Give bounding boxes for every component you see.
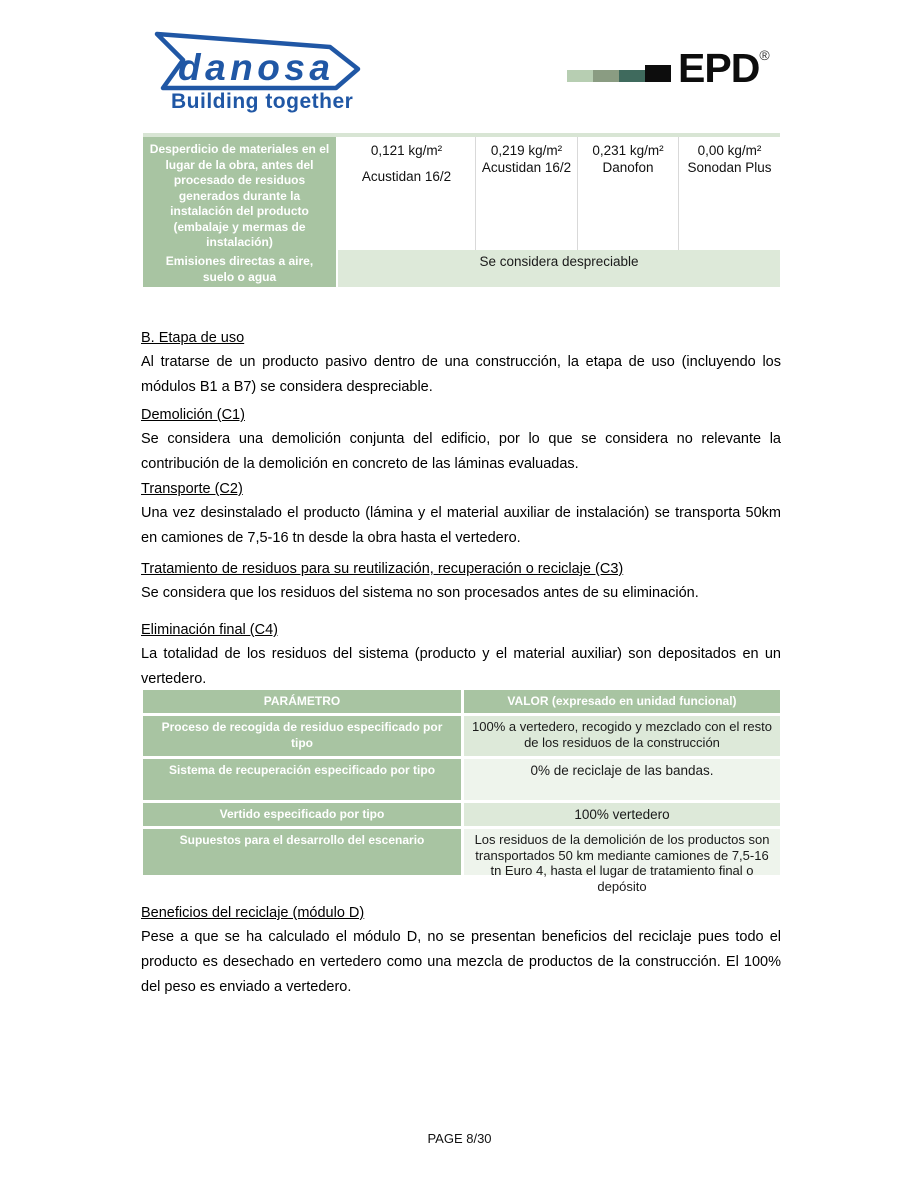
waste-value: 0,231 kg/m² [592,143,664,158]
section-body: Se considera que los residuos del sistema no son procesados antes de su eliminación. [141,585,699,601]
section-body: Al tratarse de un producto pasivo dentro de una construcción, la etapa de uso (incluyendo los módulos B1 a B7) se considera despreciable. [141,354,781,395]
section-etapa-de-uso [141,326,781,400]
section-heading: Transporte (C2) [141,481,243,497]
waste-value: 0,00 kg/m² [697,143,762,158]
waste-cell-danofon [577,137,678,253]
waste-cell-sonodan-plus [678,137,780,253]
product-name: Sonodan Plus [687,160,772,175]
param-value: 0% de reciclaje de las bandas. [464,759,780,800]
section-body: La totalidad de los residuos del sistema (producto y el material auxiliar) son depositados en un vertedero. [141,646,781,687]
section-eliminacion-c4 [141,618,781,692]
emissions-row-value: Se considera despreciable [338,250,780,287]
waste-row-label: Desperdicio de materiales en el lugar de la obra, antes del procesado de residuos generados durante la instalación del producto (embalaje y mermas de instalación) [143,137,338,253]
epd-color-bar [567,65,671,82]
section-heading: Eliminación final (C4) [141,622,278,638]
param-label: Sistema de recuperación especificado por tipo [143,759,461,800]
danosa-tagline: Building together [171,90,354,113]
epd-color-block-1 [567,70,593,82]
section-heading: Tratamiento de residuos para su reutilización, recuperación o reciclaje (C3) [141,561,624,577]
param-value: Los residuos de la demolición de los productos son transportados 50 km mediante camiones de 7,5-16 tn Euro 4, hasta el lugar de tratamiento final o depósito [464,829,780,875]
section-heading: Beneficios del reciclaje (módulo D) [141,905,365,921]
param-table-header-valor: VALOR (expresado en unidad funcional) [464,690,780,713]
danosa-banner-icon [145,26,373,94]
param-label: Proceso de recogida de residuo especificado por tipo [143,716,461,756]
section-tratamiento-c3 [141,557,781,606]
waste-value: 0,121 kg/m² [370,143,443,158]
epd-logo-text: EPD [678,45,760,91]
danosa-logo [145,26,373,113]
emissions-row-label: Emisiones directas a aire, suelo o agua [143,250,338,287]
section-transporte-c2 [141,477,781,551]
section-beneficios-modulo-d [141,901,781,1000]
waste-table [143,133,780,287]
parameter-table [143,690,780,894]
waste-cell-acustidan-162-b [475,137,577,253]
epd-color-block-4 [645,65,671,82]
section-body: Pese a que se ha calculado el módulo D, no se presentan beneficios del reciclaje pues todo el producto es desechado en vertedero como una mezcla de productos de la construcción. El 100% del peso es enviado a vertedero. [141,929,781,995]
section-body: Se considera una demolición conjunta del edificio, por lo que se considera no relevante la contribución de la demolición en concreto de las láminas evaluadas. [141,431,781,472]
epd-logo [567,45,770,91]
table-row [143,137,780,248]
waste-cell-acustidan-162-a [338,137,475,253]
section-demolicion-c1 [141,403,781,477]
waste-value: 0,219 kg/m² [490,143,563,158]
danosa-logo-text: danosa [178,47,330,88]
product-name: Danofon [602,160,654,175]
registered-trademark-icon: ® [759,47,770,63]
param-value: 100% a vertedero, recogido y mezclado con el resto de los residuos de la construcción [464,716,780,756]
epd-color-block-2 [593,70,619,82]
page-number: PAGE 8/30 [427,1131,492,1146]
section-heading: Demolición (C1) [141,407,245,423]
param-label: Vertido especificado por tipo [143,803,461,826]
param-table-header-parametro: PARÁMETRO [143,690,461,713]
section-body: Una vez desinstalado el producto (lámina y el material auxiliar de instalación) se transporta 50km en camiones de 7,5-16 tn desde la obra hasta el vertedero. [141,505,781,546]
param-label: Supuestos para el desarrollo del escenario [143,829,461,875]
table-row [143,250,780,287]
section-heading: B. Etapa de uso [141,330,245,346]
param-value: 100% vertedero [464,803,780,826]
epd-color-block-3 [619,70,645,82]
product-name: Acustidan 16/2 [361,169,452,184]
product-name: Acustidan 16/2 [481,160,572,175]
